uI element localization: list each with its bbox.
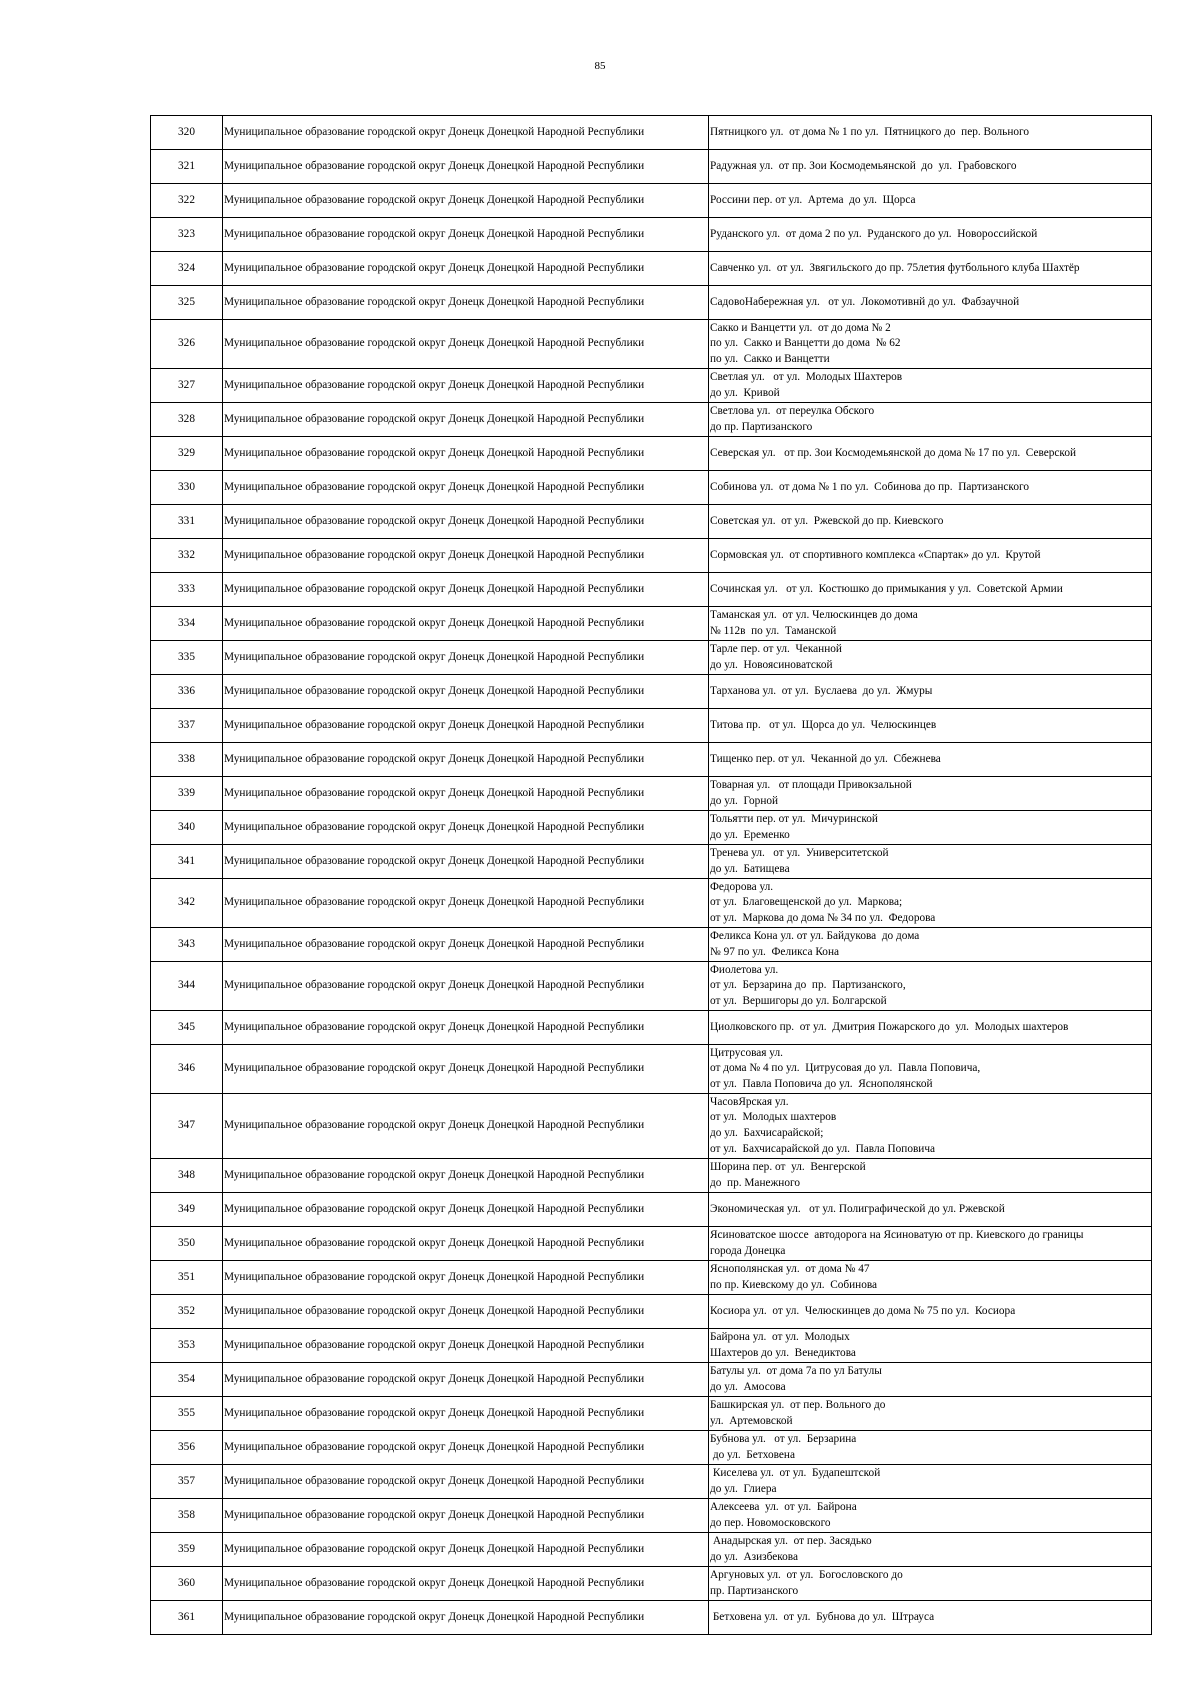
row-number: 345 (151, 1011, 223, 1045)
municipality-cell: Муниципальное образование городской округ Донецк Донецкой Народной Республики (223, 607, 709, 641)
table-row (151, 1045, 1152, 1094)
street-section-line: Башкирская ул. от пер. Вольного до (710, 1398, 886, 1411)
street-section-line: от ул. Молодых шахтеров (710, 1111, 837, 1124)
municipality-cell: Муниципальное образование городской округ Донецк Донецкой Народной Республики (223, 1295, 709, 1329)
row-number: 329 (151, 437, 223, 471)
street-section-cell (709, 252, 1152, 286)
table-row (151, 777, 1152, 811)
street-section-line: Фиолетова ул. (710, 963, 779, 976)
row-number: 352 (151, 1295, 223, 1329)
street-section-line: Шахтеров до ул. Венедиктова (710, 1346, 856, 1359)
row-number: 322 (151, 184, 223, 218)
street-section-cell (709, 403, 1152, 437)
street-section-line: Таманская ул. от ул. Челюскинцев до дома (710, 608, 918, 621)
table-row (151, 1295, 1152, 1329)
street-section-line: Сочинская ул. от ул. Костюшко до примыкания у ул. Советской Армии (710, 582, 1063, 595)
page-number: 85 (594, 60, 606, 72)
table-row (151, 1567, 1152, 1601)
municipality-cell: Муниципальное образование городской округ Донецк Донецкой Народной Республики (223, 252, 709, 286)
street-section-line: города Донецка (710, 1244, 786, 1257)
table-row (151, 1431, 1152, 1465)
municipality-cell: Муниципальное образование городской округ Донецк Донецкой Народной Республики (223, 184, 709, 218)
street-section-cell (709, 1295, 1152, 1329)
street-section-line: Сакко и Ванцетти ул. от до дома № 2 (710, 321, 891, 334)
table-row (151, 573, 1152, 607)
row-number: 332 (151, 539, 223, 573)
street-section-cell (709, 709, 1152, 743)
municipality-cell: Муниципальное образование городской округ Донецк Донецкой Народной Республики (223, 1159, 709, 1193)
municipality-cell: Муниципальное образование городской округ Донецк Донецкой Народной Республики (223, 505, 709, 539)
street-section-line: до ул. Батищева (710, 862, 790, 875)
table-row (151, 116, 1152, 150)
municipality-cell: Муниципальное образование городской округ Донецк Донецкой Народной Республики (223, 641, 709, 675)
table-row (151, 437, 1152, 471)
row-number: 351 (151, 1261, 223, 1295)
row-number: 360 (151, 1567, 223, 1601)
street-section-cell (709, 184, 1152, 218)
street-section-line: Косиора ул. от ул. Челюскинцев до дома № 75 по ул. Косиора (710, 1304, 1016, 1317)
street-section-cell (709, 1094, 1152, 1159)
table-row (151, 1227, 1152, 1261)
table-row (151, 403, 1152, 437)
row-number: 324 (151, 252, 223, 286)
street-section-line: Титова пр. от ул. Щорса до ул. Челюскинцев (710, 718, 937, 731)
street-section-line: от ул. Вершигоры до ул. Болгарской (710, 994, 887, 1007)
municipality-cell: Муниципальное образование городской округ Донецк Донецкой Народной Республики (223, 1094, 709, 1159)
row-number: 359 (151, 1533, 223, 1567)
row-number: 347 (151, 1094, 223, 1159)
street-section-cell (709, 1499, 1152, 1533)
street-section-cell (709, 218, 1152, 252)
table-row (151, 1193, 1152, 1227)
table-row (151, 1397, 1152, 1431)
row-number: 320 (151, 116, 223, 150)
street-section-line: Собинова ул. от дома № 1 по ул. Собинова до пр. Партизанского (710, 480, 1029, 493)
table-row (151, 709, 1152, 743)
street-section-line: до ул. Кривой (710, 386, 780, 399)
row-number: 327 (151, 369, 223, 403)
street-section-line: Киселева ул. от ул. Будапештской (710, 1466, 881, 1479)
table-row (151, 641, 1152, 675)
street-section-line: пр. Партизанского (710, 1584, 799, 1597)
street-section-line: Товарная ул. от площади Привокзальной (710, 778, 912, 791)
street-section-line: до пр. Партизанского (710, 420, 813, 433)
street-section-line: Светлая ул. от ул. Молодых Шахтеров (710, 370, 903, 383)
row-number: 337 (151, 709, 223, 743)
row-number: 333 (151, 573, 223, 607)
street-section-line: от ул. Берзарина до пр. Партизанского, (710, 979, 906, 992)
row-number: 354 (151, 1363, 223, 1397)
street-section-line: Аргуновых ул. от ул. Богословского до (710, 1568, 903, 1581)
street-section-line: Светлова ул. от переулка Обского (710, 404, 875, 417)
street-section-line: до ул. Азизбекова (710, 1550, 798, 1563)
street-section-cell (709, 1045, 1152, 1094)
street-section-line: по ул. Сакко и Ванцетти до дома № 62 (710, 337, 901, 350)
street-section-line: по ул. Сакко и Ванцетти (710, 352, 830, 365)
row-number: 326 (151, 320, 223, 369)
street-section-cell (709, 1261, 1152, 1295)
table-row (151, 928, 1152, 962)
table-row (151, 471, 1152, 505)
street-section-line: Батулы ул. от дома 7а по ул Батулы (710, 1364, 882, 1377)
municipality-cell: Муниципальное образование городской округ Донецк Донецкой Народной Республики (223, 845, 709, 879)
table-row (151, 150, 1152, 184)
street-section-line: до ул. Бахчисарайской; (710, 1127, 824, 1139)
street-section-cell (709, 675, 1152, 709)
row-number: 335 (151, 641, 223, 675)
row-number: 353 (151, 1329, 223, 1363)
street-section-cell (709, 505, 1152, 539)
row-number: 346 (151, 1045, 223, 1094)
street-section-cell (709, 286, 1152, 320)
row-number: 330 (151, 471, 223, 505)
street-section-cell (709, 928, 1152, 962)
municipality-cell: Муниципальное образование городской округ Донецк Донецкой Народной Республики (223, 1499, 709, 1533)
table-row (151, 252, 1152, 286)
table-row (151, 1011, 1152, 1045)
street-section-line: Тарханова ул. от ул. Буслаева до ул. Жмуры (710, 684, 933, 697)
row-number: 328 (151, 403, 223, 437)
row-number: 321 (151, 150, 223, 184)
municipality-cell: Муниципальное образование городской округ Донецк Донецкой Народной Республики (223, 1533, 709, 1567)
street-section-line: Цитрусовая ул. (710, 1046, 783, 1059)
street-section-line: от ул. Маркова до дома № 34 по ул. Федорова (710, 911, 936, 924)
street-section-line: ЧасовЯрская ул. (710, 1095, 789, 1108)
street-registry-table (150, 115, 1152, 1635)
municipality-cell: Муниципальное образование городской округ Донецк Донецкой Народной Республики (223, 1261, 709, 1295)
street-section-line: Ясиноватское шоссе автодорога на Ясиноватую от пр. Киевского до границы (710, 1228, 1084, 1241)
row-number: 342 (151, 879, 223, 928)
street-section-cell (709, 879, 1152, 928)
street-section-line: Тренева ул. от ул. Университетской (710, 846, 889, 859)
street-section-cell (709, 743, 1152, 777)
table-row (151, 1159, 1152, 1193)
street-section-line: от ул. Бахчисарайской до ул. Павла Поповича (710, 1142, 936, 1155)
street-section-cell (709, 845, 1152, 879)
municipality-cell: Муниципальное образование городской округ Донецк Донецкой Народной Республики (223, 675, 709, 709)
street-section-line: Экономическая ул. от ул. Полиграфической до ул. Ржевской (710, 1202, 1005, 1215)
municipality-cell: Муниципальное образование городской округ Донецк Донецкой Народной Республики (223, 1329, 709, 1363)
street-section-cell (709, 1329, 1152, 1363)
street-section-line: до пер. Новомосковского (710, 1516, 831, 1529)
street-section-cell (709, 116, 1152, 150)
street-section-line: Анадырская ул. от пер. Засядько (710, 1534, 872, 1547)
street-section-cell (709, 1567, 1152, 1601)
street-section-cell (709, 369, 1152, 403)
street-section-line: от ул. Благовещенской до ул. Маркова; (710, 896, 903, 909)
municipality-cell: Муниципальное образование городской округ Донецк Донецкой Народной Республики (223, 150, 709, 184)
table-row (151, 962, 1152, 1011)
municipality-cell: Муниципальное образование городской округ Донецк Донецкой Народной Республики (223, 286, 709, 320)
row-number: 349 (151, 1193, 223, 1227)
street-section-cell (709, 150, 1152, 184)
table-row (151, 811, 1152, 845)
municipality-cell: Муниципальное образование городской округ Донецк Донецкой Народной Республики (223, 811, 709, 845)
street-section-cell (709, 1397, 1152, 1431)
row-number: 357 (151, 1465, 223, 1499)
municipality-cell: Муниципальное образование городской округ Донецк Донецкой Народной Республики (223, 1193, 709, 1227)
street-section-line: по пр. Киевскому до ул. Собинова (710, 1278, 878, 1291)
table-row (151, 286, 1152, 320)
municipality-cell: Муниципальное образование городской округ Донецк Донецкой Народной Республики (223, 1363, 709, 1397)
table-row (151, 369, 1152, 403)
municipality-cell: Муниципальное образование городской округ Донецк Донецкой Народной Республики (223, 116, 709, 150)
street-section-cell (709, 811, 1152, 845)
street-section-line: до пр. Манежного (710, 1176, 801, 1189)
municipality-cell: Муниципальное образование городской округ Донецк Донецкой Народной Республики (223, 369, 709, 403)
municipality-cell: Муниципальное образование городской округ Донецк Донецкой Народной Республики (223, 1567, 709, 1601)
row-number: 338 (151, 743, 223, 777)
street-section-line: № 97 по ул. Феликса Кона (710, 945, 840, 958)
street-section-cell (709, 1431, 1152, 1465)
row-number: 336 (151, 675, 223, 709)
table-row (151, 218, 1152, 252)
row-number: 334 (151, 607, 223, 641)
row-number: 343 (151, 928, 223, 962)
street-section-cell (709, 1363, 1152, 1397)
table-row (151, 607, 1152, 641)
street-section-line: Бубнова ул. от ул. Берзарина (710, 1432, 857, 1445)
street-section-line: Советская ул. от ул. Ржевской до пр. Киевского (710, 514, 944, 527)
table-row (151, 1363, 1152, 1397)
table-row (151, 1499, 1152, 1533)
street-section-line: до ул. Горной (710, 794, 779, 807)
street-section-line: Тарле пер. от ул. Чеканной (710, 642, 842, 655)
table-row (151, 505, 1152, 539)
street-section-line: ул. Артемовской (710, 1414, 793, 1427)
street-section-line: до ул. Амосова (710, 1380, 786, 1393)
row-number: 341 (151, 845, 223, 879)
municipality-cell: Муниципальное образование городской округ Донецк Донецкой Народной Республики (223, 709, 709, 743)
table-row (151, 743, 1152, 777)
row-number: 361 (151, 1601, 223, 1635)
row-number: 348 (151, 1159, 223, 1193)
table-row (151, 539, 1152, 573)
row-number: 340 (151, 811, 223, 845)
street-section-line: Руданского ул. от дома 2 по ул. Руданского до ул. Новороссийской (710, 227, 1038, 240)
table-row (151, 879, 1152, 928)
street-section-cell (709, 1601, 1152, 1635)
row-number: 331 (151, 505, 223, 539)
street-section-line: Шорина пер. от ул. Венгерской (710, 1160, 866, 1173)
street-section-line: Сормовская ул. от спортивного комплекса «Спартак» до ул. Крутой (710, 548, 1041, 561)
street-section-line: СадовоНабережная ул. от ул. Локомотивнй до ул. Фабзаучной (710, 295, 1020, 308)
municipality-cell: Муниципальное образование городской округ Донецк Донецкой Народной Республики (223, 1431, 709, 1465)
street-section-cell (709, 437, 1152, 471)
street-section-line: Тольятти пер. от ул. Мичуринской (710, 812, 878, 825)
municipality-cell: Муниципальное образование городской округ Донецк Донецкой Народной Республики (223, 962, 709, 1011)
street-section-cell (709, 962, 1152, 1011)
street-section-line: Тищенко пер. от ул. Чеканной до ул. Сбежнева (710, 752, 941, 765)
street-section-cell (709, 1193, 1152, 1227)
municipality-cell: Муниципальное образование городской округ Донецк Донецкой Народной Республики (223, 320, 709, 369)
street-section-cell (709, 471, 1152, 505)
municipality-cell: Муниципальное образование городской округ Донецк Донецкой Народной Республики (223, 218, 709, 252)
street-section-line: до ул. Еременко (710, 828, 790, 841)
street-section-line: Радужная ул. от пр. Зои Космодемьянской до ул. Грабовского (710, 159, 1017, 172)
street-section-line: до ул. Новоясиноватской (710, 658, 833, 671)
street-section-cell (709, 777, 1152, 811)
street-section-cell (709, 1011, 1152, 1045)
street-section-cell (709, 641, 1152, 675)
street-section-cell (709, 539, 1152, 573)
street-section-line: Байрона ул. от ул. Молодых (710, 1330, 850, 1343)
municipality-cell: Муниципальное образование городской округ Донецк Донецкой Народной Республики (223, 471, 709, 505)
municipality-cell: Муниципальное образование городской округ Донецк Донецкой Народной Республики (223, 1227, 709, 1261)
street-section-line: Северская ул. от пр. Зои Космодемьянской до дома № 17 по ул. Северской (710, 446, 1077, 459)
street-section-line: Федорова ул. (710, 880, 774, 893)
street-section-line: Феликса Кона ул. от ул. Байдукова до дома (710, 929, 920, 942)
row-number: 323 (151, 218, 223, 252)
street-section-line: до ул. Бетховена (710, 1448, 795, 1461)
street-section-line: Циолковского пр. от ул. Дмитрия Пожарского до ул. Молодых шахтеров (710, 1020, 1069, 1033)
registry-body (151, 116, 1152, 1635)
row-number: 355 (151, 1397, 223, 1431)
street-section-line: Пятницкого ул. от дома № 1 по ул. Пятницкого до пер. Вольного (710, 125, 1030, 138)
row-number: 356 (151, 1431, 223, 1465)
table-row (151, 184, 1152, 218)
row-number: 358 (151, 1499, 223, 1533)
street-section-line: до ул. Глиера (710, 1482, 777, 1495)
municipality-cell: Муниципальное образование городской округ Донецк Донецкой Народной Республики (223, 403, 709, 437)
table-row (151, 845, 1152, 879)
street-section-cell (709, 607, 1152, 641)
municipality-cell: Муниципальное образование городской округ Донецк Донецкой Народной Республики (223, 573, 709, 607)
street-section-cell (709, 573, 1152, 607)
municipality-cell: Муниципальное образование городской округ Донецк Донецкой Народной Республики (223, 743, 709, 777)
street-section-line: Алексеева ул. от ул. Байрона (710, 1500, 857, 1513)
table-row (151, 1465, 1152, 1499)
municipality-cell: Муниципальное образование городской округ Донецк Донецкой Народной Республики (223, 1397, 709, 1431)
table-row (151, 320, 1152, 369)
street-section-line: № 112в по ул. Таманской (710, 624, 837, 637)
municipality-cell: Муниципальное образование городской округ Донецк Донецкой Народной Республики (223, 777, 709, 811)
municipality-cell: Муниципальное образование городской округ Донецк Донецкой Народной Республики (223, 539, 709, 573)
street-section-line: Яснополянская ул. от дома № 47 (710, 1262, 870, 1275)
municipality-cell: Муниципальное образование городской округ Донецк Донецкой Народной Республики (223, 1045, 709, 1094)
table-row (151, 675, 1152, 709)
row-number: 350 (151, 1227, 223, 1261)
street-section-line: от ул. Павла Поповича до ул. Яснополянской (710, 1077, 933, 1090)
street-section-line: Россини пер. от ул. Артема до ул. Щорса (710, 193, 916, 206)
municipality-cell: Муниципальное образование городской округ Донецк Донецкой Народной Республики (223, 879, 709, 928)
row-number: 325 (151, 286, 223, 320)
street-section-cell (709, 1159, 1152, 1193)
row-number: 344 (151, 962, 223, 1011)
street-section-line: от дома № 4 по ул. Цитрусовая до ул. Павла Поповича, (710, 1062, 981, 1075)
table-row (151, 1601, 1152, 1635)
street-section-cell (709, 1533, 1152, 1567)
municipality-cell: Муниципальное образование городской округ Донецк Донецкой Народной Республики (223, 928, 709, 962)
table-row (151, 1261, 1152, 1295)
street-section-line: Бетховена ул. от ул. Бубнова до ул. Штрауса (710, 1610, 935, 1623)
table-row (151, 1094, 1152, 1159)
table-row (151, 1533, 1152, 1567)
table-row (151, 1329, 1152, 1363)
municipality-cell: Муниципальное образование городской округ Донецк Донецкой Народной Республики (223, 1601, 709, 1635)
municipality-cell: Муниципальное образование городской округ Донецк Донецкой Народной Республики (223, 1011, 709, 1045)
street-section-cell (709, 1465, 1152, 1499)
street-section-cell (709, 1227, 1152, 1261)
row-number: 339 (151, 777, 223, 811)
municipality-cell: Муниципальное образование городской округ Донецк Донецкой Народной Республики (223, 437, 709, 471)
street-section-line: Савченко ул. от ул. Звягильского до пр. 75летия футбольного клуба Шахтёр (710, 261, 1080, 274)
street-section-cell (709, 320, 1152, 369)
municipality-cell: Муниципальное образование городской округ Донецк Донецкой Народной Республики (223, 1465, 709, 1499)
